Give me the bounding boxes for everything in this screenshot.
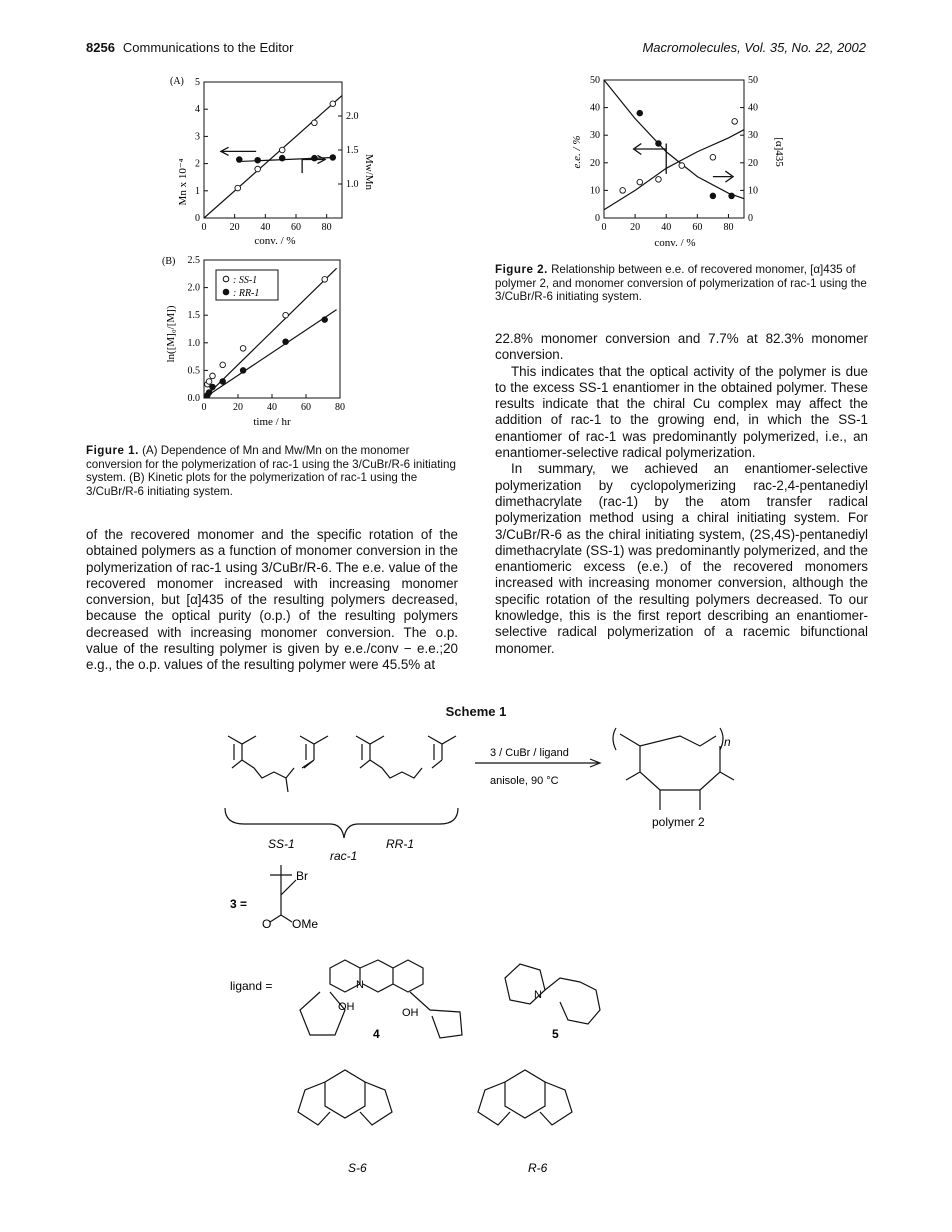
r6-label: R-6 [528,1161,548,1175]
y-tick-label: 3 [195,131,200,143]
data-point [710,193,716,199]
y-tick-label: 2.0 [187,282,200,294]
data-point [322,277,328,283]
arrow-left-annotation [634,143,667,173]
x-tick-label: 20 [630,222,641,233]
legend-label: : SS-1 [233,275,258,286]
y-axis-label-left: Mn x 10⁻⁴ [177,158,189,206]
y-tick-label: 0.0 [187,393,200,404]
y-tick-label: 1.5 [187,310,200,322]
paragraph: of the recovered monomer and the specific rotation of the obtained polymers as a function of monomer conversion in the polymerization of rac-1 using 3/CuBr/R-6. The e.e. value of the recovered monomer increased with increasing monomer conversion, but [α]435 of the resulting polymers decreased, because the optical purity (o.p.) of the resulting polymers decreased with increasing monomer conversion. The o.p. value of the resulting polymer is given by e.e./conv − e.e.;20 e.g., the o.p. values of the resulting polymer were 45.5% at [86,527,458,673]
reagent-top: 3 / CuBr / ligand [490,747,569,759]
scheme-1-structures [0,720,952,1180]
scheme-title: Scheme 1 [445,704,507,719]
data-point [710,154,716,160]
left-column [86,527,458,674]
compound-4-label: 4 [373,1027,380,1041]
polymer-label: polymer 2 [652,815,705,829]
paragraph: In summary, we achieved an enantiomer-selective polymerization by cyclopolymerizing rac-2,4-pentanediyl dimethacrylate (rac-1) by the atom transfer radical polymerization method using a chiral initiating system. For 3/CuBr/R-6 as the chiral initiating system, (2S,4S)-pentanediyl dimethacrylate (SS-1) was predominantly polymerized, and the enantiomeric excess (e.e.) of the recovered monomers increased with increasing monomer conversion, although the specific rotation of the resulting polymers decreased. To our knowledge, this is the first report describing an enantiomer-selective radical polymerization of a racemic bifunctional monomer. [495,461,868,656]
data-point [279,147,285,153]
right-column [495,331,868,657]
legend-label: : RR-1 [233,288,260,299]
br-atom: Br [296,869,308,883]
y-tick-label-right: 1.5 [346,145,359,156]
arrow-left-annotation [221,147,256,155]
nitrogen-atom: N [356,979,364,991]
figure-1a-chart [160,72,390,252]
x-tick-label: 80 [335,402,345,413]
data-point [283,312,289,318]
x-tick-label: 40 [260,222,271,233]
x-tick-label: 60 [291,222,301,233]
y-tick-label: 30 [590,130,600,142]
y-tick-label-right: 0 [748,213,753,224]
y-tick-label: 0 [195,213,200,224]
figure-1-caption [86,444,458,498]
y-tick-label-right: 1.0 [346,179,359,190]
caption-label: Figure 1. [86,444,139,457]
caption-text: Relationship between e.e. of recovered monomer, [α]435 of polymer 2, and monomer conversion of polymerization of rac-1 using the 3/CuBr/R-6 initiating system. [495,263,867,304]
paragraph: This indicates that the optical activity of the polymer is due to the excess SS-1 enantiomer in the obtained polymer. These results indicate that the chiral Cu complex may affect the addition of rac-1 to the growing end, in which the SS-1 enantiomer of rac-1 was predominantly polymerized, i.e., an enantiomer-selective radical polymerization. [495,363,868,461]
ss1-label: SS-1 [268,837,295,851]
panel-label: (B) [162,256,176,267]
x-axis-label: conv. / % [254,235,296,247]
data-point [220,379,226,385]
data-point [637,179,643,185]
data-point [255,157,261,163]
x-tick-label: 20 [233,402,243,413]
fit-line [204,310,337,398]
compound-5-label: 5 [552,1027,559,1041]
x-axis-label: conv. / % [654,237,696,249]
y-tick-label: 50 [590,75,600,86]
figure-1b-plot [188,255,346,413]
y-tick-label: 0 [595,213,600,224]
x-tick-label: 60 [692,222,703,233]
running-header-left [86,40,293,55]
data-point [220,362,226,368]
data-point [235,185,241,191]
data-point [210,373,216,379]
nitrogen-atom: N [534,989,542,1001]
y-tick-label-right: 30 [748,130,758,142]
x-tick-label: 0 [201,402,207,413]
y-tick-label-right: 40 [748,102,758,114]
y-tick-label: 40 [590,102,600,114]
y-tick-label: 2 [195,158,200,170]
ligand-label: ligand = [230,979,273,993]
data-point [312,120,318,126]
y-tick-label: 1.0 [187,337,200,349]
y-axis-label-left: e.e. / % [571,135,583,169]
y-tick-label-right: 10 [748,185,758,197]
section-title: Communications to the Editor [122,40,294,55]
data-point [656,177,662,183]
y-tick-label: 0.5 [187,365,200,377]
figure-2-caption [495,263,868,304]
data-point [637,110,643,116]
oxygen-atom: O [262,917,272,931]
fit-curve [604,130,744,210]
x-tick-label: 60 [301,402,311,413]
y-tick-label-right: 20 [748,157,758,169]
data-point [255,166,261,172]
data-point [679,163,685,169]
data-point [283,339,289,345]
x-tick-label: 80 [321,222,332,233]
journal-citation: Macromolecules, Vol. 35, No. 22, 2002 [642,40,866,55]
data-point [206,379,212,385]
hydroxyl-right: OH [402,1007,419,1019]
y-tick-label-right: 50 [748,75,758,86]
data-point [330,155,336,161]
reagent-bottom: anisole, 90 °C [490,775,559,787]
rac1-label: rac-1 [330,849,358,863]
x-tick-label: 40 [267,402,277,413]
data-point [322,317,328,323]
s6-label: S-6 [348,1161,367,1175]
y-tick-label: 1 [195,185,200,197]
data-point [240,346,246,352]
data-point [732,119,738,125]
caption-label: Figure 2. [495,263,548,276]
arrow-right-annotation [713,171,733,182]
y-axis-label: ln([M]₀/[M]) [165,305,177,363]
x-tick-label: 20 [229,222,240,233]
legend-marker-filled [223,289,229,295]
hydroxyl-left: OH [338,1001,355,1013]
data-point [330,101,336,107]
panel-label: (A) [170,76,184,87]
data-point [236,157,242,163]
ome-group: OMe [292,917,319,931]
figure-1a-plot [195,77,359,233]
page-number: 8256 [86,40,115,55]
compound-3-label: 3 = [230,897,248,911]
y-tick-label: 10 [590,185,600,197]
repeat-n: n [724,735,731,749]
y-axis-label-right: Mw/Mn [363,153,375,191]
data-point [279,155,285,161]
y-tick-label: 5 [195,77,200,88]
rr1-label: RR-1 [386,837,415,851]
figure-1b-chart [160,254,390,430]
y-tick-label-right: 2.0 [346,111,359,122]
paragraph: 22.8% monomer conversion and 7.7% at 82.3% monomer conversion. [495,331,868,363]
x-tick-label: 40 [661,222,672,233]
x-tick-label: 80 [723,222,734,233]
data-point [210,384,216,390]
x-tick-label: 0 [201,222,207,233]
data-point [729,193,735,199]
x-axis-label: time / hr [253,416,291,428]
fit-curve [604,80,744,199]
data-point [206,390,212,396]
data-point [620,188,626,194]
figure-2-plot [590,75,758,233]
x-tick-label: 0 [601,222,607,233]
y-axis-label-right: [α]435 [773,137,785,167]
caption-text: (A) Dependence of Mn and Mw/Mn on the monomer conversion for the polymerization of rac-1 using the 3/CuBr/R-6 initiating system. (B) Kinetic plots for the polymerization of rac-1 using the 3/CuBr/R-6 initiating system. [86,444,456,498]
y-tick-label: 2.5 [187,255,200,266]
figure-2-chart [560,72,800,252]
data-point [240,368,246,374]
data-point [656,141,662,147]
y-tick-label: 20 [590,157,600,169]
legend-marker-open [223,276,229,282]
y-tick-label: 4 [195,104,200,116]
